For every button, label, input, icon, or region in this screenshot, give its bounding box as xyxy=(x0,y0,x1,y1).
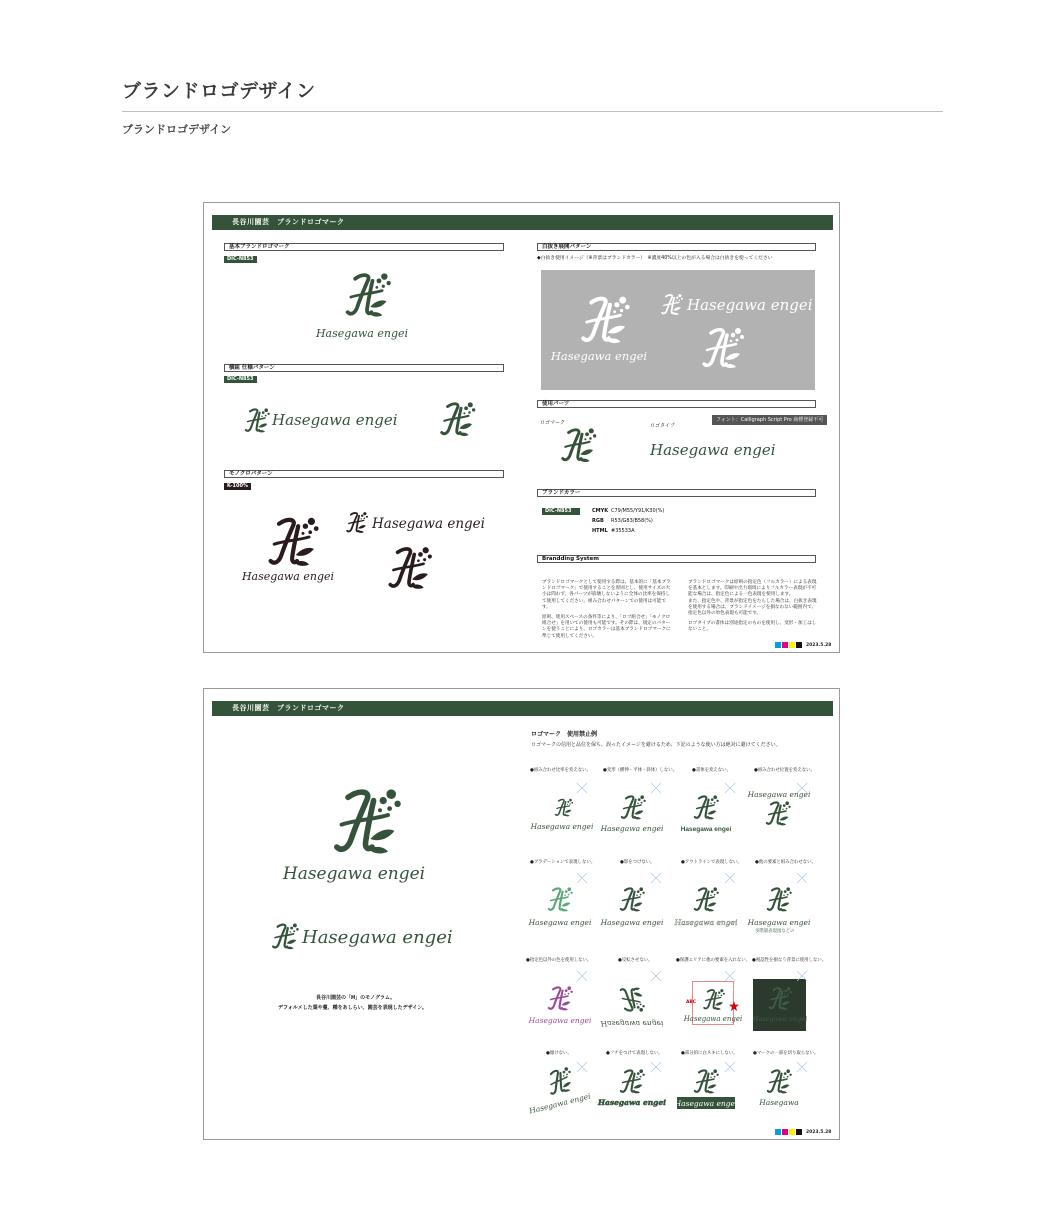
dark-background-box xyxy=(753,979,806,1031)
cell-extra-text: 多階層表現図などの xyxy=(755,929,795,934)
wordmark-text: Hasegawa engei xyxy=(241,570,335,583)
prohibited-x-icon xyxy=(724,872,736,884)
section-title: 白抜き展開パターン xyxy=(542,244,592,250)
prohibited-x-icon xyxy=(576,1061,588,1073)
wordmark-text: Hasegawa engei xyxy=(683,1015,743,1023)
section-white xyxy=(537,243,816,251)
wordmark-text: Hasegawa engei xyxy=(597,1098,667,1107)
cell-mark-icon xyxy=(542,984,576,1014)
print-swatches xyxy=(775,642,803,648)
cell-label: ●フチをつけて表現しない。 xyxy=(606,1051,663,1056)
cell-wordmark xyxy=(530,917,590,927)
cell-mark-icon xyxy=(614,1067,648,1097)
cell-wordmark xyxy=(676,1098,736,1108)
prohibited-x-icon xyxy=(796,872,808,884)
prohibited-x-icon xyxy=(796,970,808,982)
sheet-title-bar xyxy=(212,215,833,230)
wordmark-text: Hasegawa engei xyxy=(600,918,664,927)
wordmark-text: Hasegawa engei xyxy=(680,826,732,833)
section-title: 使用パーツ xyxy=(542,401,570,407)
cmyk-label: CMYK xyxy=(592,508,609,514)
section-mono xyxy=(224,470,504,478)
star-icon xyxy=(729,1001,739,1011)
section-title: 横組 仕様パターン xyxy=(229,365,275,371)
mono-mark-only-icon xyxy=(376,543,440,595)
print-swatches xyxy=(775,1129,803,1135)
mono-horizontal-mark-icon xyxy=(340,510,372,536)
cell-label: ●アウトラインで表現しない。 xyxy=(681,860,742,865)
cell-wordmark xyxy=(597,1097,667,1107)
page-subtitle: ブランドロゴデザイン xyxy=(122,123,232,136)
cell-label: ●組み合わせ位置を変えない。 xyxy=(754,768,815,773)
cell-label: ●指定色以外の色を使用しない。 xyxy=(526,958,592,963)
section-title: 基本ブランドロゴマーク xyxy=(229,244,290,250)
cell-wordmark xyxy=(750,1013,810,1023)
branding-right-text: ブランドロゴマークは原則の指定色（フルカラー）による表現を基本とします。印刷や出力環境によりフルカラー表現が不可能な場合は、指定色による一色表現を使用します。 xyxy=(688,580,817,598)
heading-divider xyxy=(122,111,943,112)
rgb-value: R53/G83/B58(%) xyxy=(611,518,653,524)
cell-label: ●マークの一部を切り取らない。 xyxy=(753,1051,819,1056)
prohibited-x-icon xyxy=(576,872,588,884)
prohibited-title: ロゴマーク 使用禁止例 xyxy=(531,731,598,738)
cell-mark-icon xyxy=(761,885,795,915)
wordmark-text: Hasegawa engei xyxy=(528,1016,592,1025)
sheet-title: 長谷川園芸 ブランドロゴマーク xyxy=(232,218,345,226)
wordmark-text: Hasegawa engei xyxy=(302,927,453,948)
sheet-date: 2023.5.28 xyxy=(806,1130,832,1135)
sheet-title-bar xyxy=(212,701,833,716)
cell-mark-icon xyxy=(698,987,728,1013)
wordmark-text: Hasegawa engei xyxy=(674,1099,738,1108)
cell-mark-icon xyxy=(688,885,722,915)
section-branding xyxy=(537,555,816,563)
wordmark-text: Hasegawa xyxy=(759,1098,799,1107)
wordmark-text: Hasegawa engei xyxy=(747,918,811,927)
cell-mark-icon xyxy=(542,885,576,915)
horizontal-mark-only-icon xyxy=(430,399,482,441)
white-mark-only-icon xyxy=(691,324,751,374)
section-parts xyxy=(537,400,816,408)
prohibited-x-icon xyxy=(650,970,662,982)
sheet-title: 長谷川園芸 ブランドロゴマーク xyxy=(232,704,345,712)
parts-logotype xyxy=(650,439,780,461)
wordmark-text: Hasegawa engei xyxy=(282,864,426,884)
intruding-text: ABC xyxy=(686,1000,696,1005)
color-tag: DIC-N853 xyxy=(224,256,257,263)
section-basic-logo xyxy=(224,243,504,251)
white-pattern-box xyxy=(541,270,815,390)
wordmark-text: Hasegawa engei xyxy=(528,1091,592,1116)
prohibited-x-icon xyxy=(796,782,808,794)
mono-logo-mark-icon xyxy=(254,513,328,573)
cell-label: ●変形（横伸・平体・斜体）しない。 xyxy=(603,768,678,773)
cell-label: ●部分的に白ヌキにしない。 xyxy=(681,1051,738,1056)
cell-wordmark xyxy=(600,1015,664,1028)
horizontal-mark-icon xyxy=(240,406,272,436)
cell-mark-icon xyxy=(615,793,649,823)
white-horizontal-wordmark xyxy=(687,294,811,316)
prohibited-x-icon xyxy=(724,782,736,794)
cell-label: ●他の要素と組み合わせない。 xyxy=(755,860,816,865)
logomark-label: ロゴマーク xyxy=(540,420,566,426)
cell-mark-icon xyxy=(614,984,648,1014)
cell-label: ●組み合わせ比率を変えない。 xyxy=(530,768,591,773)
wordmark-text: Hasegawa engei xyxy=(747,790,811,799)
branding-right-text-2: また、指定色や、背景が指定色をたらした場合は、白抜き表現を使用する場合は、ブランドイメージを損なわない範囲内で、指定色以外の単色表現も可能です。 xyxy=(688,599,817,617)
large-logo-mark-icon xyxy=(304,783,424,863)
brandcolor-swatch: DIC-N853 xyxy=(542,508,580,515)
cell-mark-icon xyxy=(688,1067,722,1097)
wordmark-text: Hasegawa engei xyxy=(600,824,664,833)
wordmark-text: Hasegawa engei xyxy=(528,918,592,927)
wordmark-text: Hasegawa engei xyxy=(272,411,398,429)
large-logo-wordmark xyxy=(284,861,424,885)
cell-label: ●反転させない。 xyxy=(618,958,653,963)
cell-label: ●保護エリアに他の要素を入れない。 xyxy=(676,958,751,963)
cell-wordmark xyxy=(528,1091,592,1116)
horizontal-wordmark xyxy=(272,409,402,431)
cmyk-value: C79/M55/Y91/K30(%) xyxy=(611,508,665,514)
color-tag: DIC-N853 xyxy=(224,376,257,383)
prohibited-x-icon xyxy=(650,872,662,884)
cell-mark-icon xyxy=(550,797,576,819)
prohibited-x-icon xyxy=(724,1061,736,1073)
prohibited-x-icon xyxy=(724,970,736,982)
cell-wordmark xyxy=(749,917,809,927)
brand-sheet-1 xyxy=(203,202,840,653)
mono-horizontal-wordmark xyxy=(372,513,502,533)
page-title: ブランドロゴデザイン xyxy=(122,80,316,102)
cell-wordmark xyxy=(602,917,662,927)
white-horizontal-mark-icon xyxy=(654,292,688,318)
cell-mark-icon xyxy=(761,1067,795,1097)
cell-label: ●影をつけない。 xyxy=(620,860,655,865)
basic-logo-wordmark xyxy=(312,325,412,341)
wordmark-text: Hasegawa engei xyxy=(674,918,738,927)
section-title: Brandding System xyxy=(542,556,599,562)
cell-mark-icon xyxy=(760,799,794,829)
section-title: モノクロパターン xyxy=(229,471,273,477)
wordmark-text: Hasegawa engei xyxy=(752,1015,808,1023)
prohibited-x-icon xyxy=(576,970,588,982)
prohibited-x-icon xyxy=(650,1061,662,1073)
cell-mark-icon xyxy=(763,985,795,1013)
filled-wordmark-box xyxy=(674,1097,738,1109)
branding-left-text: ブランドロゴマークとして使用する際は、基本的に「基本ブランドロゴマーク」で使用することを原則とし、使用サイズの大小は問わず、各パーツが崩壊しないように全体の比率を保持して使用してください。組み合わせパターンでの使用は可能です。 xyxy=(542,580,671,610)
white-note: ◆白抜き使用イメージ（※背景はブランドカラー） ※濃度40%以上の色が入る場合は白抜きを使ってください xyxy=(537,256,773,261)
wordmark-text: Hasegawa engei xyxy=(550,349,648,363)
branding-left-text-2: 原則、使用スペースの条件等により、「ロゴ組合せ」「モノクロ組合せ」を用いての使用も可能です。その際は、規定のパターンを使うことにより、ロゴカラーは基本ブランドロゴマークに準じて使用してください。 xyxy=(542,615,671,639)
section-title: ブランドカラー xyxy=(542,490,581,496)
font-note: フォント：Calligraph Script Pro 商標登録不可 xyxy=(712,415,827,425)
cell-wordmark xyxy=(683,1013,743,1023)
cell-wordmark xyxy=(749,1097,809,1107)
cell-label: ●傾けない。 xyxy=(546,1051,572,1056)
wordmark-text: Hasegawa engei xyxy=(650,441,776,459)
color-tag: K-100% xyxy=(224,483,251,490)
branding-right-text-3: ロゴタイプの書体は別途指定のものを使用し、変形・加工はしないこと。 xyxy=(688,621,817,633)
cell-label: ●視認性を損なう背景に使用しない。 xyxy=(752,958,827,963)
cell-wordmark xyxy=(676,917,736,927)
large-horizontal-mark-icon xyxy=(264,921,304,953)
cell-mark-icon xyxy=(688,793,722,823)
large-horizontal-wordmark xyxy=(302,925,452,949)
brand-sheet-2 xyxy=(203,688,840,1140)
basic-logo-mark-icon xyxy=(326,269,404,325)
cell-mark-icon xyxy=(542,1067,576,1097)
mono-wordmark xyxy=(238,569,338,583)
wordmark-text: Hasegawa engei xyxy=(372,516,485,532)
wordmark-text: Hasegawa engei xyxy=(315,327,409,340)
caption-line-2: デフォルメした葉や蔓、種をあしらい、園芸を表現したデザイン。 xyxy=(278,1005,427,1011)
prohibited-x-icon xyxy=(796,1061,808,1073)
wordmark-text: Hasegawa engei xyxy=(600,1019,664,1028)
wordmark-text: Hasegawa engei xyxy=(530,822,594,831)
white-logo-mark-icon xyxy=(565,292,641,350)
logotype-label: ロゴタイプ xyxy=(650,423,675,429)
html-label: HTML xyxy=(592,528,608,534)
cell-label: ●書体を変えない。 xyxy=(692,768,731,773)
caption-line-1: 長谷川園芸の「H」のモノグラム。 xyxy=(316,995,396,1001)
parts-logomark-icon xyxy=(550,425,604,467)
cell-wordmark xyxy=(532,821,592,831)
rgb-label: RGB xyxy=(592,518,604,524)
wordmark-text: Hasegawa engei xyxy=(687,296,813,314)
prohibited-x-icon xyxy=(576,782,588,794)
html-value: #35533A xyxy=(611,528,635,534)
section-horizontal xyxy=(224,364,504,372)
cell-wordmark xyxy=(676,823,736,833)
cell-label: ●グラデーションで表現しない。 xyxy=(530,860,596,865)
cell-wordmark xyxy=(530,1015,590,1025)
cell-mark-icon xyxy=(614,885,648,915)
white-wordmark xyxy=(549,348,649,364)
cell-wordmark xyxy=(602,823,662,833)
section-brandcolor xyxy=(537,489,816,497)
prohibited-desc: ロゴマークの信用と品位を保ち、誤ったイメージを避けるため、下記のような使い方は絶対に避けてください。 xyxy=(531,742,781,748)
sheet-date: 2023.5.28 xyxy=(806,643,832,648)
prohibited-x-icon xyxy=(650,782,662,794)
